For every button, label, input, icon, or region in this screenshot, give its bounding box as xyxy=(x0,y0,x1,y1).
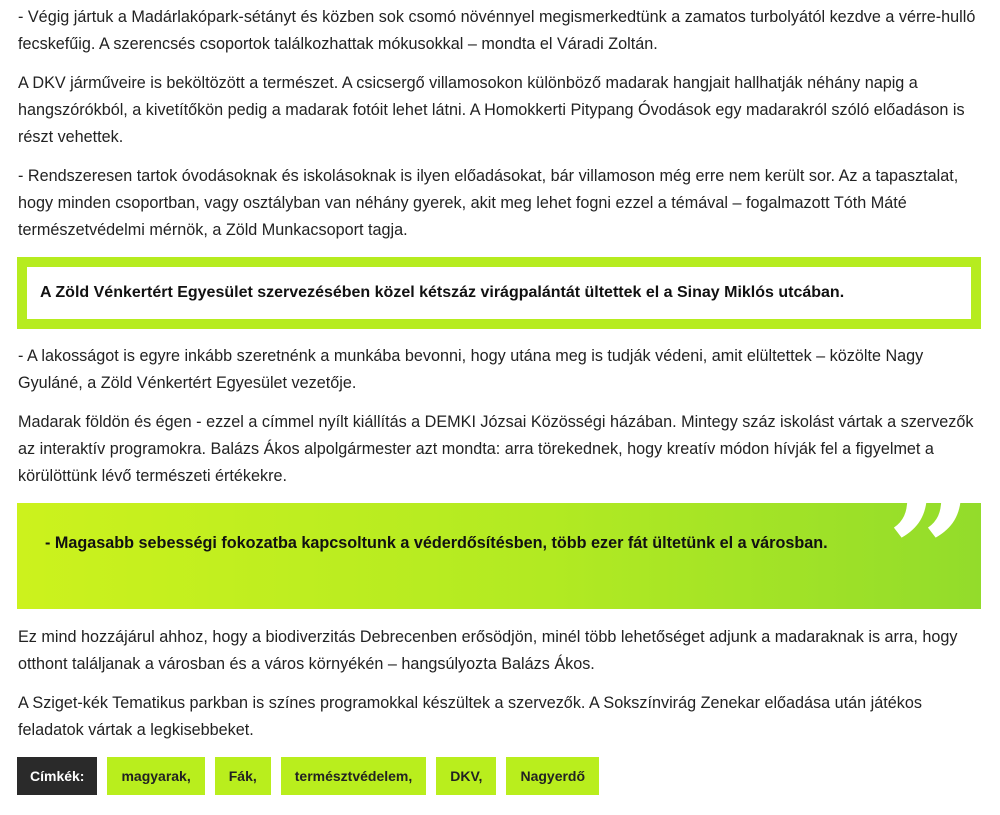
tag-link[interactable]: Fák, xyxy=(215,757,271,795)
tags-label: Címkék: xyxy=(17,757,97,795)
tag-link[interactable]: természtvédelem, xyxy=(281,757,427,795)
paragraph: - A lakosságot is egyre inkább szeretnénk a munkába bevonni, hogy utána meg is tudják védeni, amit elültettek – közölte Nagy Gyuláné, a Zöld Vénkertért Egyesület vezetője. xyxy=(18,347,924,392)
paragraph: A Sziget-kék Tematikus parkban is színes programokkal készültek a szervezők. A Sokszínvirág Zenekar előadása után játékos feladatok vártak a legkisebbeket. xyxy=(18,694,922,739)
pull-quote xyxy=(17,464,981,640)
highlight-box xyxy=(17,257,981,329)
paragraph: A DKV járműveire is beköltözött a természet. A csicsergő villamosokon különböző madarak hangjait hallhatják néhány napig a hangszórókból, a kivetítőkön pedig a madarak fotóit lehet látni. A Homokkerti Pitypang Óvodások egy madarakról szóló előadáson is részt vehettek. xyxy=(18,74,965,146)
tag-link[interactable]: DKV, xyxy=(436,757,496,795)
tags-bar xyxy=(17,757,599,795)
pull-quote-text: - Magasabb sebességi fokozatba kapcsoltunk a véderdősítésben, több ezer fát ültetünk el a városban. xyxy=(45,534,828,552)
quote-mark-icon: ” xyxy=(886,464,967,640)
paragraph: - Végig jártuk a Madárlakópark-sétányt és közben sok csomó növénnyel megismerkedtünk a zamatos turbolyától kezdve a vérre-hulló fecskefűig. A szerencsés csoportok találkozhattak mókusokkal – mondta el Váradi Zoltán. xyxy=(18,8,976,53)
tag-link[interactable]: Nagyerdő xyxy=(506,757,599,795)
highlight-text: A Zöld Vénkertért Egyesület szervezésében közel kétszáz virágpalántát ültettek el a Sinay Miklós utcában. xyxy=(40,284,845,301)
paragraph: - Rendszeresen tartok óvodásoknak és iskolásoknak is ilyen előadásokat, bár villamoson még erre nem került sor. Az a tapasztalat, hogy minden csoportban, vagy osztályban van néhány gyerek, akit meg lehet fogni ezzel a témával – fogalmazott Tóth Máté természetvédelmi mérnök, a Zöld Munkacsoport tagja. xyxy=(18,167,959,239)
tag-link[interactable]: magyarak, xyxy=(107,757,204,795)
paragraph: Ez mind hozzájárul ahhoz, hogy a biodiverzitás Debrecenben erősödjön, minél több lehetőséget adjunk a madaraknak is arra, hogy otthont találjanak a városban és a város környékén – hangsúlyozta Balázs Ákos. xyxy=(18,628,958,673)
paragraph: Madarak földön és égen - ezzel a címmel nyílt kiállítás a DEMKI Józsai Közösségi házában. Mintegy száz iskolást vártak a szervezők az interaktív programokra. Balázs Ákos alpolgármester azt mondta: arra törekednek, hogy kreatív módon hívják fel a figyelmet a körülöttünk lévő természeti értékekre. xyxy=(18,413,974,485)
